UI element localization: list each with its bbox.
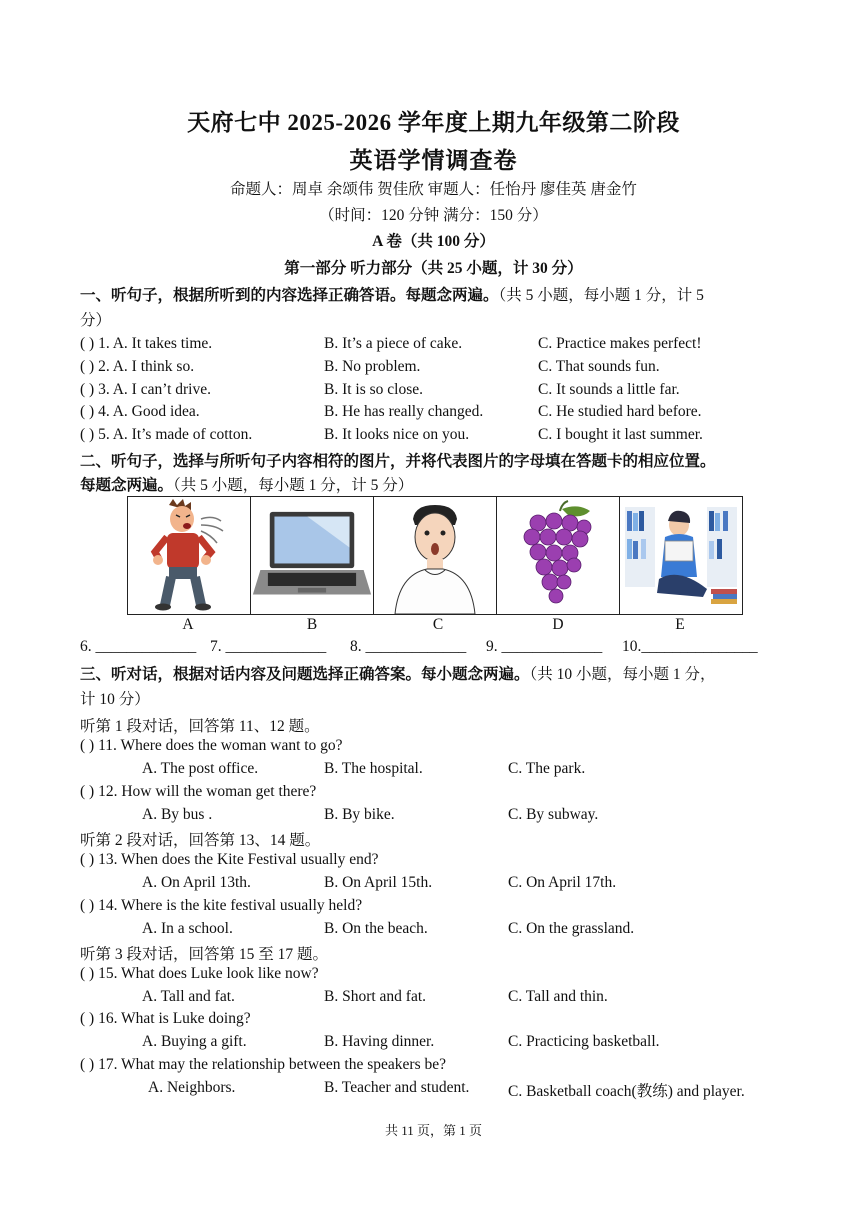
- q3-prefix-a: ( ) 3. A. I can’t drive.: [80, 381, 211, 398]
- q13-option-b: B. On April 15th.: [324, 874, 433, 891]
- picture-label-c: C: [432, 616, 444, 633]
- section2-heading: [80, 449, 716, 471]
- q15-option-a: A. Tall and fat.: [142, 988, 235, 1005]
- q13-option-a: A. On April 13th.: [142, 874, 251, 891]
- q15-option-b: B. Short and fat.: [324, 988, 427, 1005]
- q16-option-c: C. Practicing basketball.: [508, 1033, 660, 1050]
- q11-question: ( ) 11. Where does the woman want to go?: [80, 737, 343, 754]
- grapes-icon: [497, 497, 619, 614]
- laptop-icon: [251, 497, 373, 614]
- volume-heading: A 卷（共 100 分）: [372, 233, 495, 250]
- answer-blank-9[interactable]: 9. _____________: [486, 638, 603, 655]
- section3-heading-bold: 三、听对话，根据对话内容及问题选择正确答案。每小题念两遍。: [80, 666, 530, 683]
- reading-boy-icon: [620, 497, 742, 614]
- q14-option-c: C. On the grassland.: [508, 920, 635, 937]
- q2-prefix-a: ( ) 2. A. I think so.: [80, 358, 195, 375]
- page-footer: 共 11 页，第 1 页: [384, 1123, 483, 1138]
- q16-option-b: B. Having dinner.: [324, 1033, 435, 1050]
- q4-option-b: B. He has really changed.: [324, 403, 484, 420]
- q17-question: ( ) 17. What may the relationship between the speakers be?: [80, 1056, 446, 1073]
- q3-option-c: C. It sounds a little far.: [538, 381, 680, 398]
- section1-heading: [80, 283, 704, 305]
- q4-option-c: C. He studied hard before.: [538, 403, 702, 420]
- dialogue3-intro: 听第 3 段对话，回答第 15 至 17 题。: [80, 946, 329, 963]
- picture-label-e: E: [675, 616, 685, 633]
- q17-option-a: A. Neighbors.: [148, 1079, 236, 1096]
- q16-option-a: A. Buying a gift.: [142, 1033, 247, 1050]
- q13-question: ( ) 13. When does the Kite Festival usually end?: [80, 851, 379, 868]
- q15-question: ( ) 15. What does Luke look like now?: [80, 965, 319, 982]
- q12-question: ( ) 12. How will the woman get there?: [80, 783, 317, 800]
- answer-blank-10[interactable]: 10._______________: [622, 638, 758, 655]
- picture-row: [127, 496, 743, 615]
- q3-option-b: B. It is so close.: [324, 381, 424, 398]
- answer-blank-6[interactable]: 6. _____________: [80, 638, 197, 655]
- picture-b-laptop: [251, 497, 374, 614]
- picture-label-d: D: [552, 616, 564, 633]
- q14-option-a: A. In a school.: [142, 920, 233, 937]
- section1-heading-cont: 分）: [80, 312, 112, 329]
- q5-prefix-a: ( ) 5. A. It’s made of cotton.: [80, 426, 253, 443]
- q17-option-b: B. Teacher and student.: [324, 1079, 470, 1096]
- q1-prefix-a: ( ) 1. A. It takes time.: [80, 335, 213, 352]
- dialogue2-intro: 听第 2 段对话，回答第 13、14 题。: [80, 832, 321, 849]
- q5-option-c: C. I bought it last summer.: [538, 426, 703, 443]
- section1-heading-note: （共 5 小题，每小题 1 分，计 5: [498, 287, 704, 304]
- q4-prefix-a: ( ) 4. A. Good idea.: [80, 403, 200, 420]
- section2-heading-bold: 二、听句子，选择与所听句子内容相符的图片，并将代表图片的字母填在答题卡的相应位置。: [80, 453, 716, 470]
- part-heading: 第一部分 听力部分（共 25 小题，计 30 分）: [284, 260, 583, 277]
- angry-man-icon: [128, 497, 250, 614]
- q13-option-c: C. On April 17th.: [508, 874, 617, 891]
- section2-heading-note: （共 5 小题，每小题 1 分，计 5 分）: [173, 477, 414, 494]
- q5-option-b: B. It looks nice on you.: [324, 426, 470, 443]
- q2-option-c: C. That sounds fun.: [538, 358, 660, 375]
- q11-option-c: C. The park.: [508, 760, 586, 777]
- q1-option-b: B. It’s a piece of cake.: [324, 335, 463, 352]
- picture-e-reading-boy: [620, 497, 742, 614]
- q14-question: ( ) 14. Where is the kite festival usually held?: [80, 897, 363, 914]
- section2-heading-line2: [80, 473, 413, 495]
- exam-title: 天府七中 2025-2026 学年度上期九年级第二阶段: [187, 110, 680, 135]
- q1-option-c: C. Practice makes perfect!: [538, 335, 702, 352]
- section3-heading-cont: 计 10 分）: [80, 691, 150, 708]
- answer-blank-7[interactable]: 7. _____________: [210, 638, 327, 655]
- picture-c-surprised-man: [374, 497, 497, 614]
- q12-option-a: A. By bus .: [142, 806, 213, 823]
- q2-option-b: B. No problem.: [324, 358, 421, 375]
- section3-heading: [80, 662, 716, 684]
- q11-option-b: B. The hospital.: [324, 760, 423, 777]
- picture-d-grapes: [497, 497, 620, 614]
- section3-heading-note: （共 10 小题，每小题 1 分，: [529, 666, 716, 683]
- exam-subtitle: 英语学情调查卷: [349, 148, 518, 173]
- authors-line: 命题人：周卓 余颂伟 贺佳欣 审题人：任怡丹 廖佳英 唐金竹: [230, 181, 637, 198]
- surprised-man-icon: [374, 497, 496, 614]
- q15-option-c: C. Tall and thin.: [508, 988, 608, 1005]
- answer-blank-8[interactable]: 8. _____________: [350, 638, 467, 655]
- q12-option-b: B. By bike.: [324, 806, 395, 823]
- picture-label-b: B: [306, 616, 318, 633]
- q16-question: ( ) 16. What is Luke doing?: [80, 1010, 251, 1027]
- picture-a-angry-man: [128, 497, 251, 614]
- q17-option-c: C. Basketball coach(教练) and player.: [508, 1083, 745, 1100]
- section1-heading-bold: 一、听句子，根据所听到的内容选择正确答语。每题念两遍。: [80, 287, 499, 304]
- time-info: （时间：120 分钟 满分：150 分）: [319, 207, 548, 224]
- q12-option-c: C. By subway.: [508, 806, 599, 823]
- dialogue1-intro: 听第 1 段对话，回答第 11、12 题。: [80, 718, 320, 735]
- section2-heading-bold2: 每题念两遍。: [80, 477, 174, 494]
- q14-option-b: B. On the beach.: [324, 920, 428, 937]
- picture-label-a: A: [182, 616, 194, 633]
- q11-option-a: A. The post office.: [142, 760, 259, 777]
